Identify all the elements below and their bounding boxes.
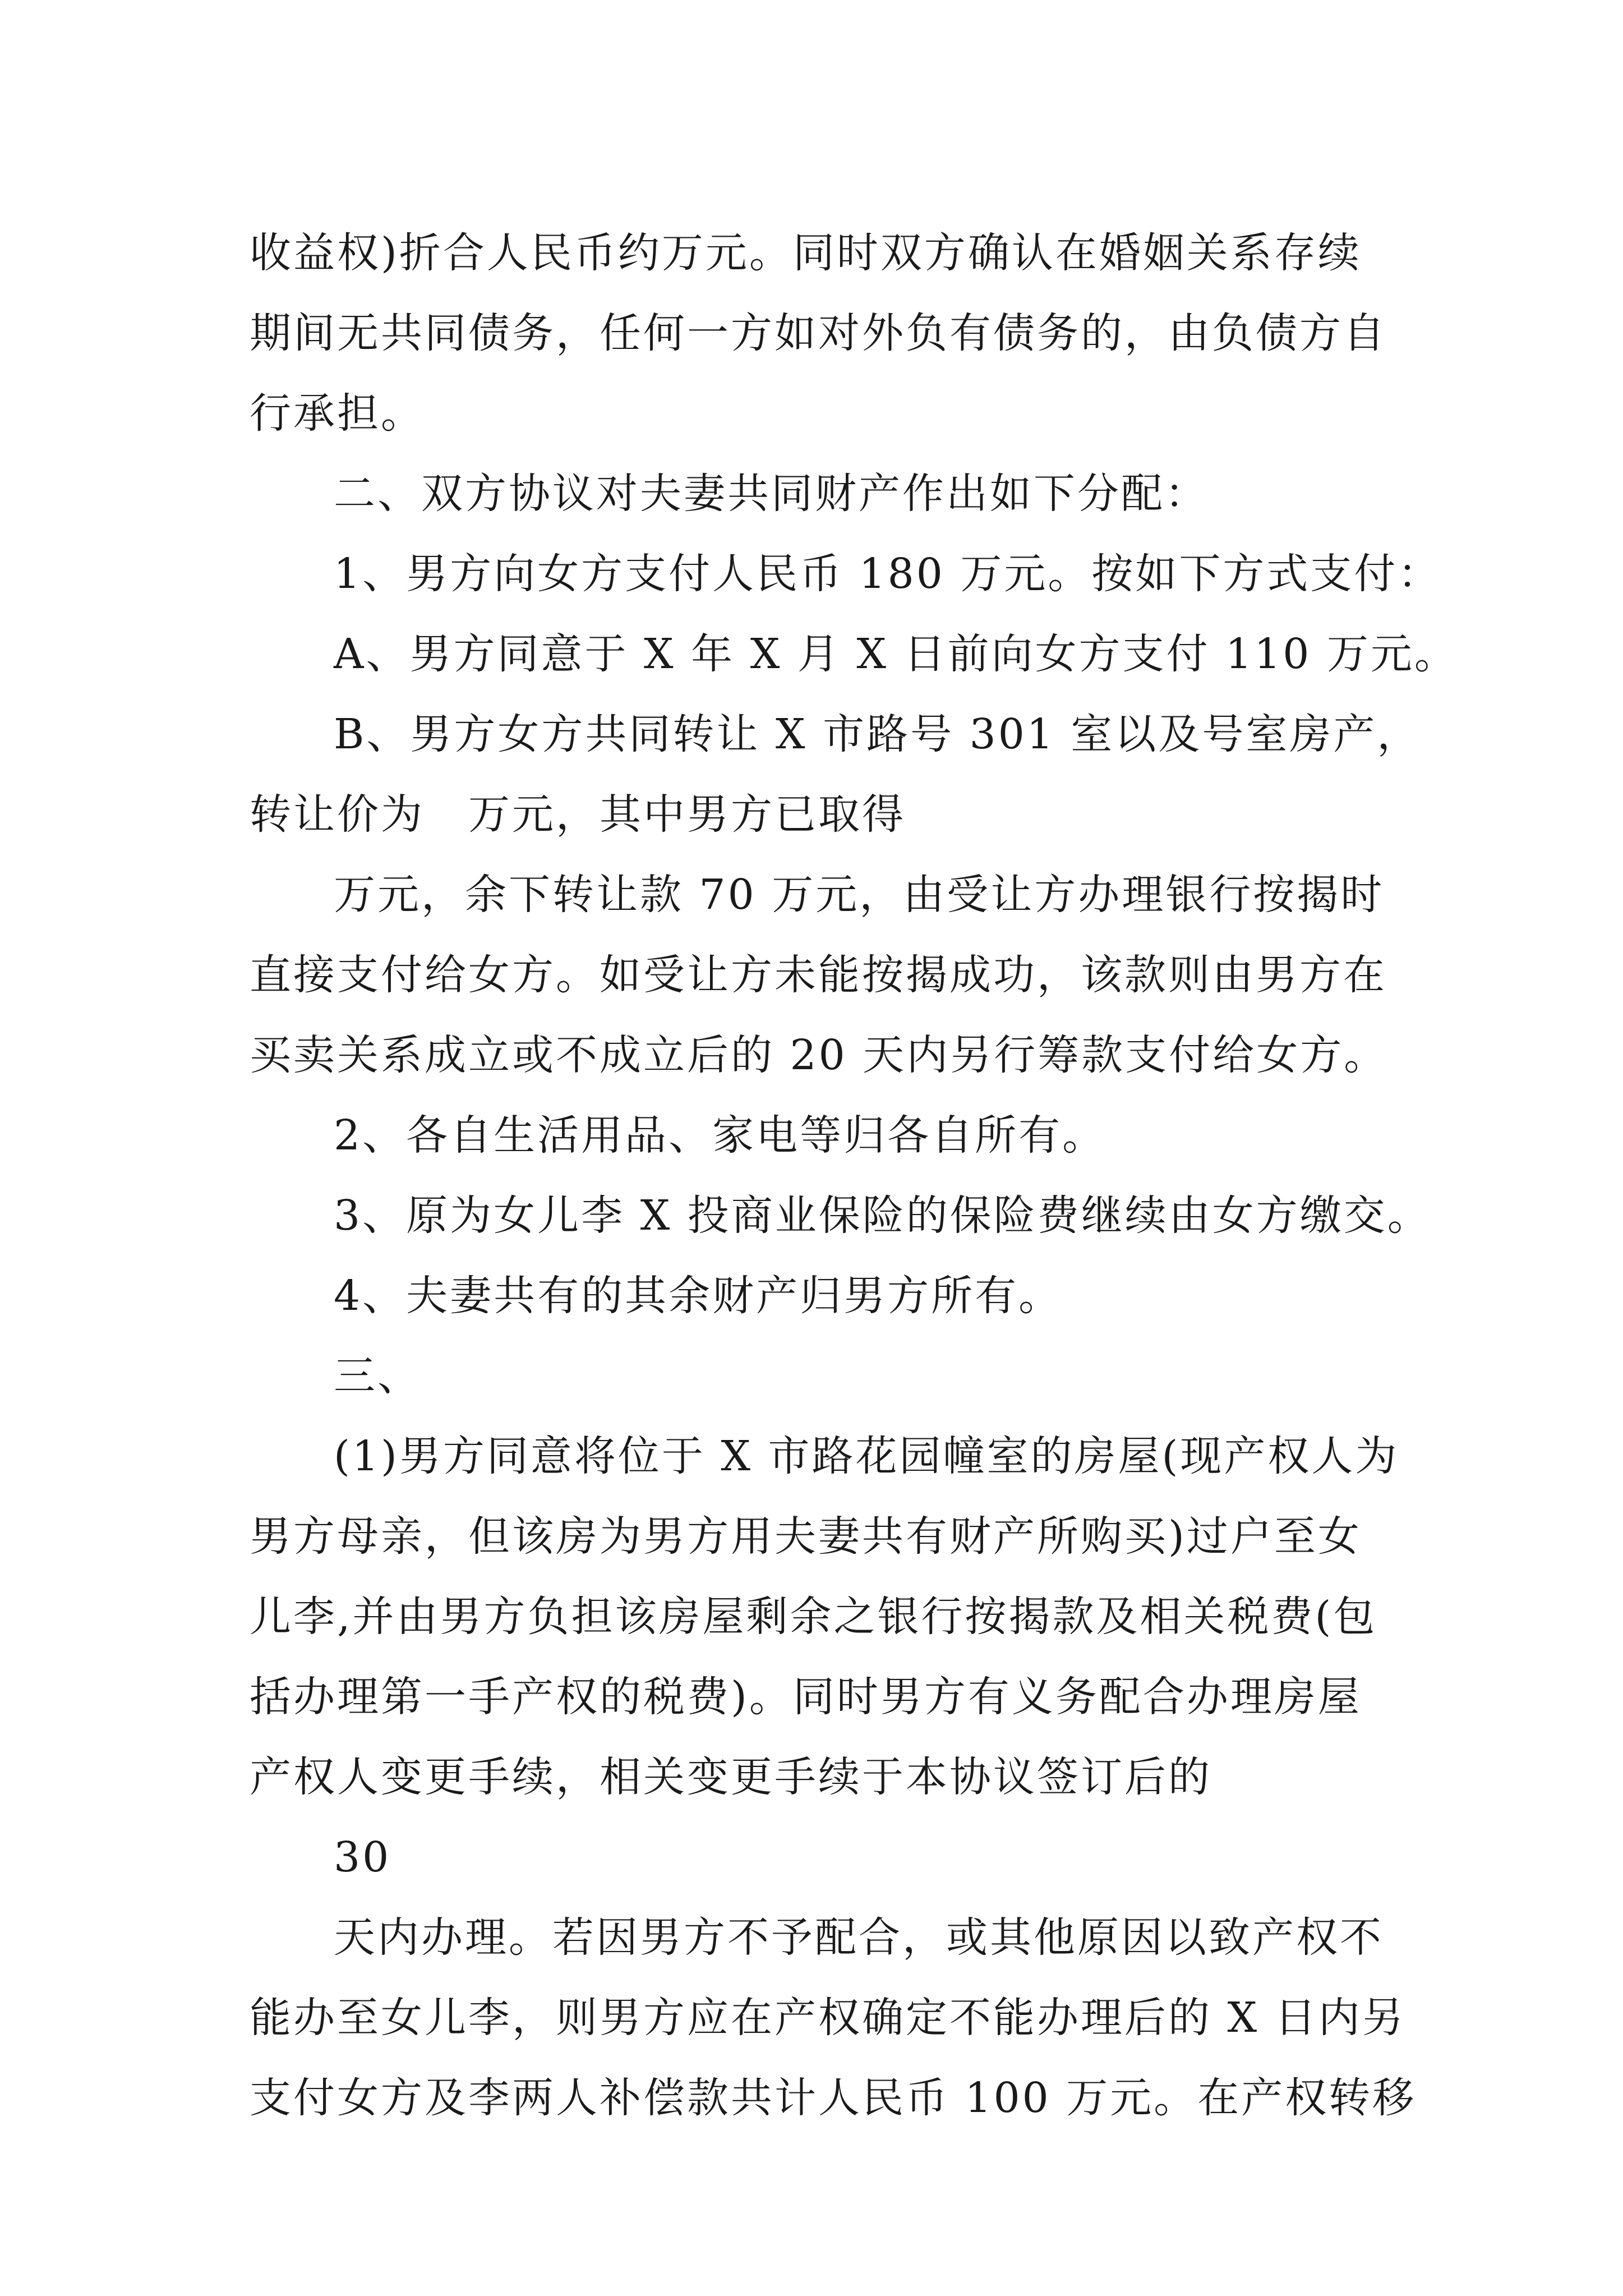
clause-2: 2、各自生活用品、家电等归各自所有。 <box>334 1111 1106 1159</box>
section-heading-3: 三、 <box>334 1352 421 1400</box>
section-heading-2: 二、双方协议对夫妻共同财产作出如下分配： <box>334 470 1209 518</box>
text-line-21: 30 <box>334 1833 391 1881</box>
text-line-22: 天内办理。若因男方不予配合，或其他原因以致产权不 <box>334 1913 1384 1962</box>
text-line-9: 万元，余下转让款 70 万元，由受让方办理银行按揭时 <box>334 871 1385 919</box>
text-line-1: 收益权)折合人民币约万元。同时双方确认在婚姻关系存续 <box>250 229 1362 277</box>
text-line-24: 支付女方及李两人补偿款共计人民币 100 万元。在产权转移 <box>250 2074 1417 2122</box>
text-line-10: 直接支付给女方。如受让方未能按揭成功，该款则由男方在 <box>250 951 1387 999</box>
clause-3: 3、原为女儿李 X 投商业保险的保险费继续由女方缴交。 <box>334 1191 1431 1240</box>
clause-1: 1、男方向女方支付人民币 180 万元。按如下方式支付： <box>334 550 1442 598</box>
clause-3-1: (1)男方同意将位于 X 市路花园幢室的房屋(现产权人为 <box>334 1432 1399 1480</box>
text-line-17: 男方母亲，但该房为男方用夫妻共有财产所购买)过户至女 <box>250 1512 1362 1561</box>
text-line-19: 括办理第一手产权的税费)。同时男方有义务配合办理房屋 <box>250 1673 1362 1721</box>
document-body <box>250 213 1458 2138</box>
clause-1-a: A、男方同意于 X 年 X 月 X 日前向女方支付 110 万元。 <box>334 630 1458 678</box>
text-line-23: 能办至女儿李，则男方应在产权确定不能办理后的 X 日内另 <box>250 1994 1406 2042</box>
text-line-2: 期间无共同债务，任何一方如对外负有债务的，由负债方自 <box>250 309 1387 357</box>
text-line-20: 产权人变更手续，相关变更手续于本协议签订后的 <box>250 1753 1212 1801</box>
text-line-3: 行承担。 <box>250 389 425 438</box>
clause-1-b: B、男方女方共同转让 X 市路号 301 室以及号室房产， <box>334 710 1421 758</box>
text-line-8: 转让价为 万元，其中男方已取得 <box>250 790 906 839</box>
text-line-11: 买卖关系成立或不成立后的 20 天内另行筹款支付给女方。 <box>250 1031 1388 1079</box>
clause-4: 4、夫妻共有的其余财产归男方所有。 <box>334 1272 1063 1320</box>
text-line-18: 儿李,并由男方负担该房屋剩余之银行按揭款及相关税费(包 <box>250 1593 1377 1641</box>
